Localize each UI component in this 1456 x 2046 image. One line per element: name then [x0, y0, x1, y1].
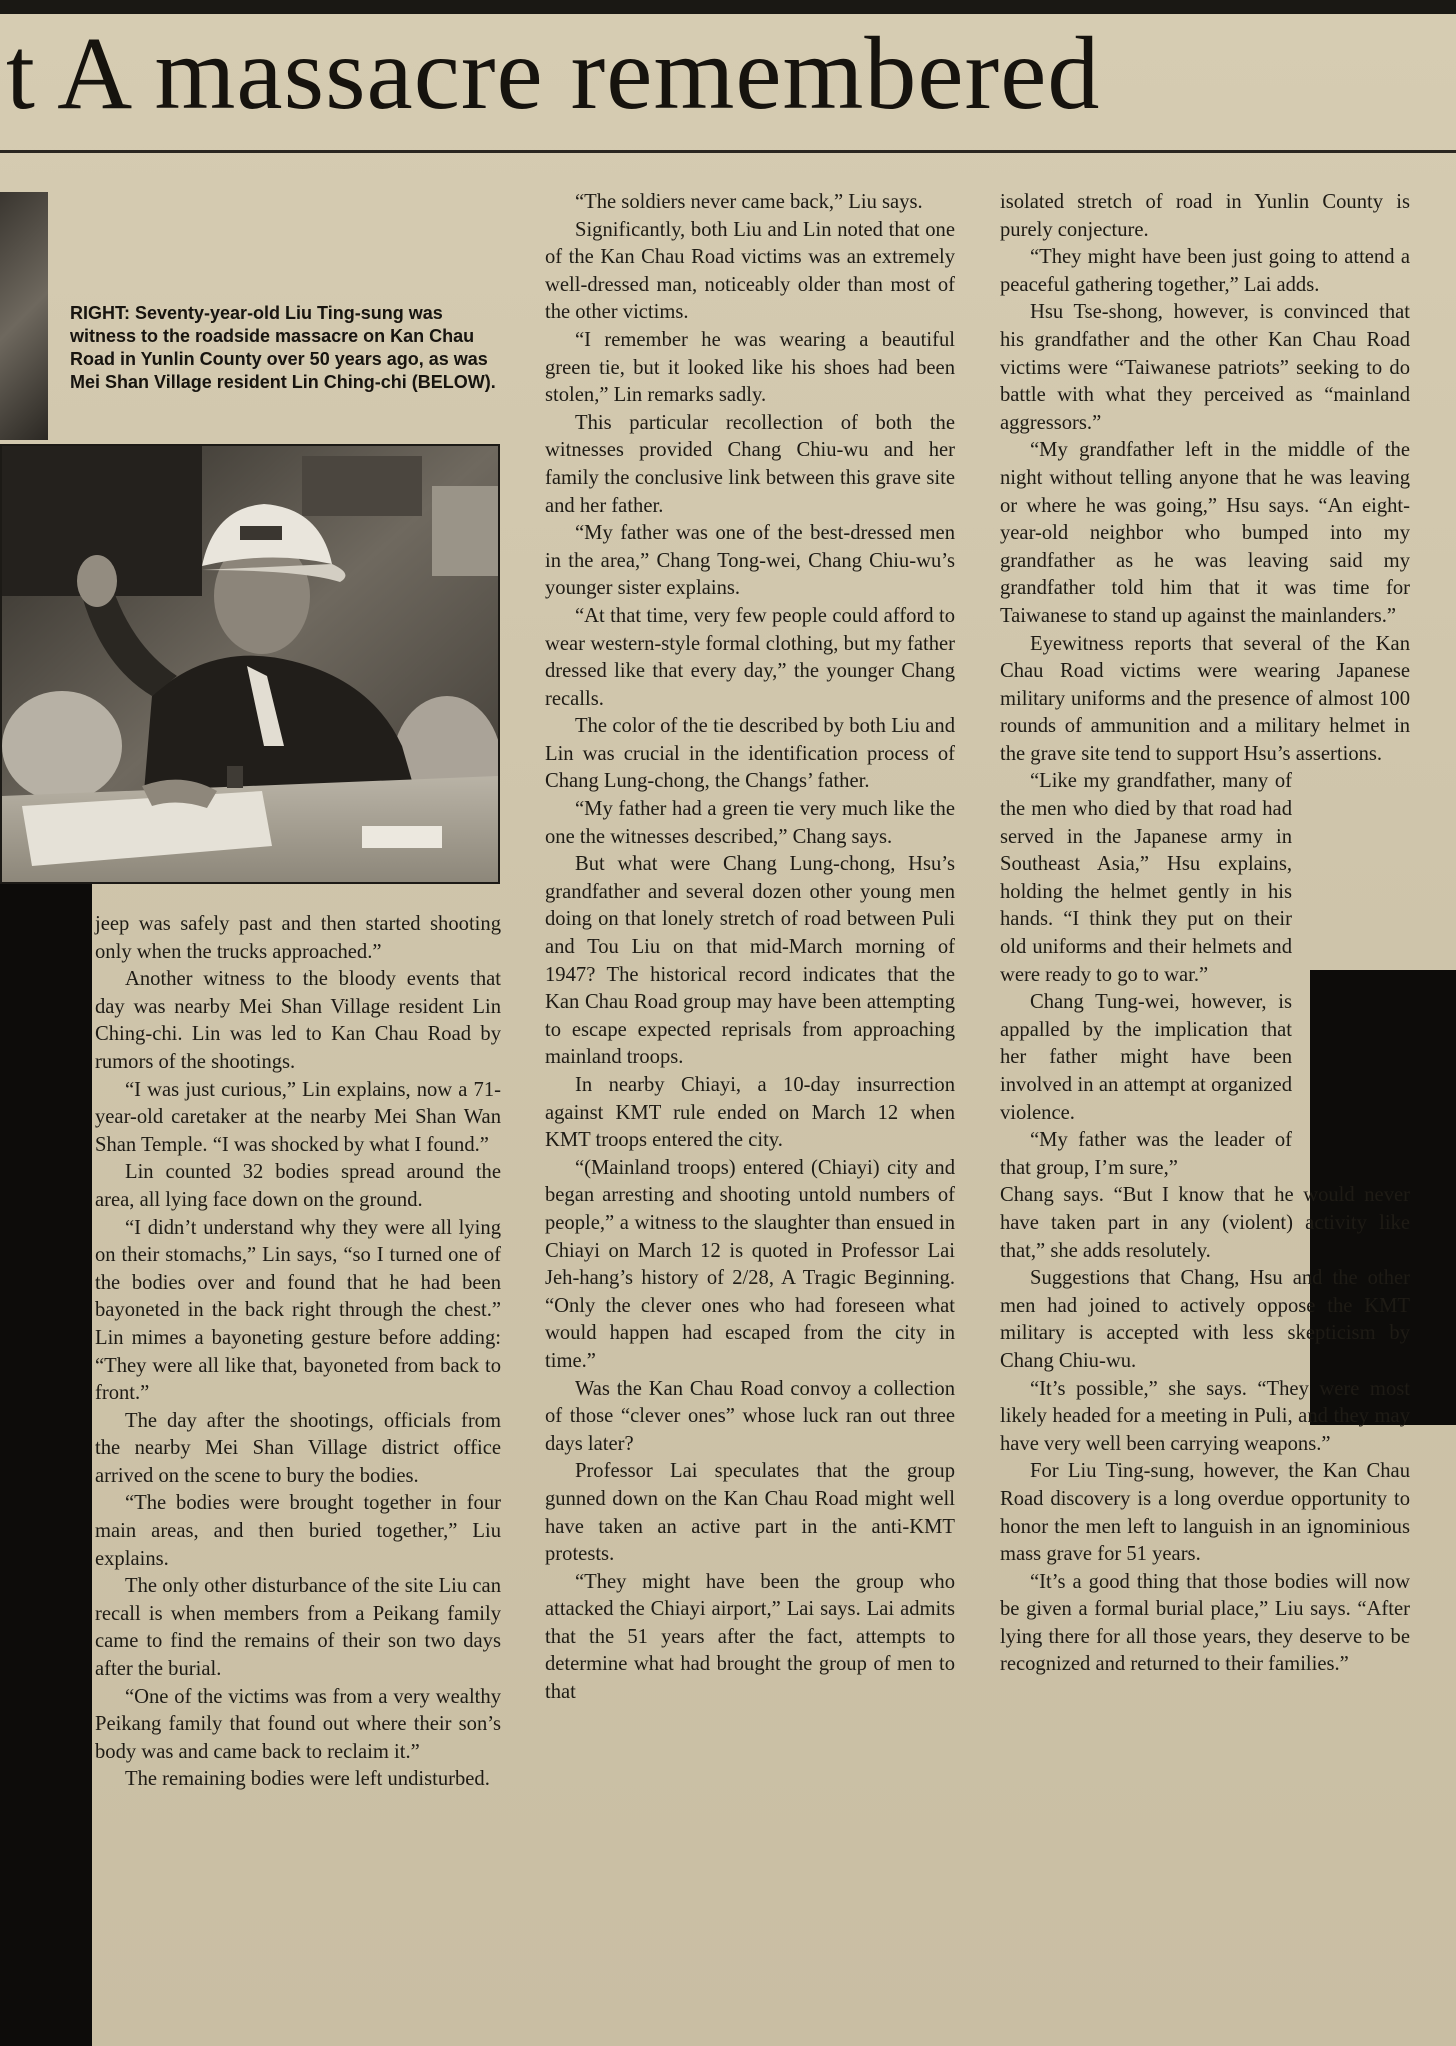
article-paragraph: The day after the shootings, officials from the nearby Mei Shan Village district office arrived on the scene to bury the bodies.	[95, 1409, 501, 1487]
article-paragraph: jeep was safely past and then started shooting only when the trucks approached.”	[95, 913, 501, 963]
article-paragraph: “My father had a green tie very much like the one the witnesses described,” Chang says.	[545, 798, 955, 848]
dark-background-left	[0, 884, 92, 2046]
article-paragraph: The remaining bodies were left undisturbed.	[125, 1768, 490, 1791]
photo-elderly-man-icon	[2, 446, 498, 882]
article-paragraph: “They might have been just going to attend a peaceful gathering together,” Lai adds.	[1000, 246, 1410, 296]
top-edge-strip	[0, 0, 1456, 14]
article-paragraph: Another witness to the bloody events that day was nearby Mei Shan Village resident Lin Ching-chi. Lin was led to Kan Chau Road by rumors of the shootings.	[95, 968, 501, 1073]
article-paragraph: “They might have been the group who attacked the Chiayi airport,” Lai says. Lai admits that the 51 years after the fact, attempts to determine what had brought the group of men to that	[545, 1570, 955, 1704]
article-paragraph: Hsu Tse-shong, however, is convinced that his grandfather and the other Kan Chau Road victims were “Taiwanese patriots” seeking to do battle with what they perceived as “mainland aggressors.”	[1000, 301, 1410, 434]
article-paragraph: “(Mainland troops) entered (Chiayi) city and began arresting and shooting untold numbers of people,” a witness to the slaughter than ensued in Chiayi on March 12 is quoted in Professor Lai Jeh-hang’s history of 2/28, A Tragic Beginning. “Only the clever ones who had foreseen what would happen had escaped from the city in time.”	[545, 1156, 955, 1372]
article-paragraph: Chang says. “But I know that he would never have taken part in any (violent) activity like that,” she adds resolutely.	[1000, 1184, 1410, 1262]
article-paragraph: “It’s a good thing that those bodies will now be given a formal burial place,” Liu says. “After lying there for all those years, they deserve to be recognized and returned to their families.”	[1000, 1570, 1410, 1676]
article-paragraph: “Like my grandfather, many of the men who died by that road had served in the Japanese army in Southeast Asia,” Hsu explains, holding the helmet gently in his hands. “I think they put on their old uniforms and their helmets and were ready to go to war.”	[1000, 770, 1292, 986]
article-paragraph: The color of the tie described by both Liu and Lin was crucial in the identification process of Chang Lung-chong, the Changs’ father.	[545, 715, 955, 793]
column-3-bottom	[1000, 1182, 1410, 1679]
article-paragraph: “My grandfather left in the middle of the night without telling anyone that he was leaving or where he was going,” Hsu says. “An eight-year-old neighbor who bumped into my grandfather as he was leaving said my grandfather told him that it was time for Taiwanese to stand up against the mainlanders.”	[1000, 439, 1410, 627]
article-paragraph: “The bodies were brought together in four main areas, and then buried together,” Liu explains.	[95, 1492, 501, 1570]
article-paragraph: “I was just curious,” Lin explains, now a 71-year-old caretaker at the nearby Mei Shan Wan Shan Temple. “I was shocked by what I found.”	[95, 1078, 501, 1156]
headline-rule	[0, 150, 1456, 153]
column-3-top	[1000, 189, 1410, 768]
article-paragraph: “It’s possible,” she says. “They were most likely headed for a meeting in Puli, and they may have very well been carrying weapons.”	[1000, 1377, 1410, 1455]
article-paragraph: But what were Chang Lung-chong, Hsu’s grandfather and several dozen other young men doing on that lonely stretch of road between Puli and Tou Liu on that mid-March morning of 1947? The historical record indicates that the Kan Chau Road group may have been attempting to escape expected reprisals from approaching mainland troops.	[545, 853, 955, 1069]
headline-prefix: t	[6, 16, 36, 131]
photo-caption: RIGHT: Seventy-year-old Liu Ting-sung was witness to the roadside massacre on Kan Chau Road in Yunlin County over 50 years ago, as was Mei Shan Village resident Lin Ching-chi (BELOW).	[70, 303, 496, 392]
article-paragraph: “At that time, very few people could afford to wear western-style formal clothing, but my father dressed like that every day,” the younger Chang recalls.	[545, 604, 955, 710]
article-column-1	[95, 911, 501, 1794]
article-paragraph: The only other disturbance of the site Liu can recall is when members from a Peikang family came to find the remains of their son two days after the burial.	[95, 1575, 501, 1681]
article-paragraph: In nearby Chiayi, a 10-day insurrection against KMT rule ended on March 12 when KMT troops entered the city.	[545, 1074, 955, 1152]
article-paragraph: Lin counted 32 bodies spread around the area, all lying face down on the ground.	[95, 1161, 501, 1211]
article-paragraph: isolated stretch of road in Yunlin County is purely conjecture.	[1000, 191, 1410, 241]
article-column-3	[1000, 189, 1410, 1679]
headline	[6, 14, 1450, 134]
article-paragraph: Suggestions that Chang, Hsu and the other men had joined to actively oppose the KMT military is accepted with less skepticism by Chang Chiu-wu.	[1000, 1267, 1410, 1372]
photo-elderly-man	[0, 444, 500, 884]
cropped-photo-edge	[0, 192, 48, 440]
article-paragraph: Was the Kan Chau Road convoy a collection of those “clever ones” whose luck ran out three days later?	[545, 1377, 955, 1455]
article-paragraph: “One of the victims was from a very wealthy Peikang family that found out where their son’s body was and came back to reclaim it.”	[95, 1685, 501, 1763]
article-column-2	[545, 189, 955, 1707]
article-paragraph: “My father was the leader of that group, I’m sure,”	[1000, 1129, 1292, 1179]
column-3-narrow	[1000, 768, 1292, 1182]
article-paragraph: Eyewitness reports that several of the Kan Chau Road victims were wearing Japanese military uniforms and the presence of almost 100 rounds of ammunition and a military helmet in the grave site tend to support Hsu’s assertions.	[1000, 632, 1410, 765]
article-paragraph: For Liu Ting-sung, however, the Kan Chau Road discovery is a long overdue opportunity to honor the men left to languish in an ignominious mass grave for 51 years.	[1000, 1460, 1410, 1566]
headline-text: A massacre remembered	[57, 16, 1101, 131]
article-paragraph: “The soldiers never came back,” Liu says.	[575, 191, 923, 213]
article-paragraph: “I didn’t understand why they were all lying on their stomachs,” Lin says, “so I turned one of the bodies over and found that he had been bayoneted in the back right through the chest.” Lin mimes a bayoneting gesture before adding: “They were all like that, bayoneted from back to front.”	[95, 1216, 501, 1405]
article-paragraph: Significantly, both Liu and Lin noted that one of the Kan Chau Road victims was an extremely well-dressed man, noticeably older than most of the other victims.	[545, 218, 955, 324]
article-paragraph: “My father was one of the best-dressed men in the area,” Chang Tong-wei, Chang Chiu-wu’s younger sister explains.	[545, 522, 955, 600]
article-paragraph: Professor Lai speculates that the group gunned down on the Kan Chau Road might well have taken an active part in the anti-KMT protests.	[545, 1460, 955, 1566]
article-paragraph: “I remember he was wearing a beautiful green tie, but it looked like his shoes had been stolen,” Lin remarks sadly.	[545, 328, 955, 407]
article-paragraph: This particular recollection of both the witnesses provided Chang Chiu-wu and her family the conclusive link between this grave site and her father.	[545, 411, 955, 517]
article-paragraph: Chang Tung-wei, however, is appalled by the implication that her father might have been involved in an attempt at organized violence.	[1000, 991, 1292, 1124]
